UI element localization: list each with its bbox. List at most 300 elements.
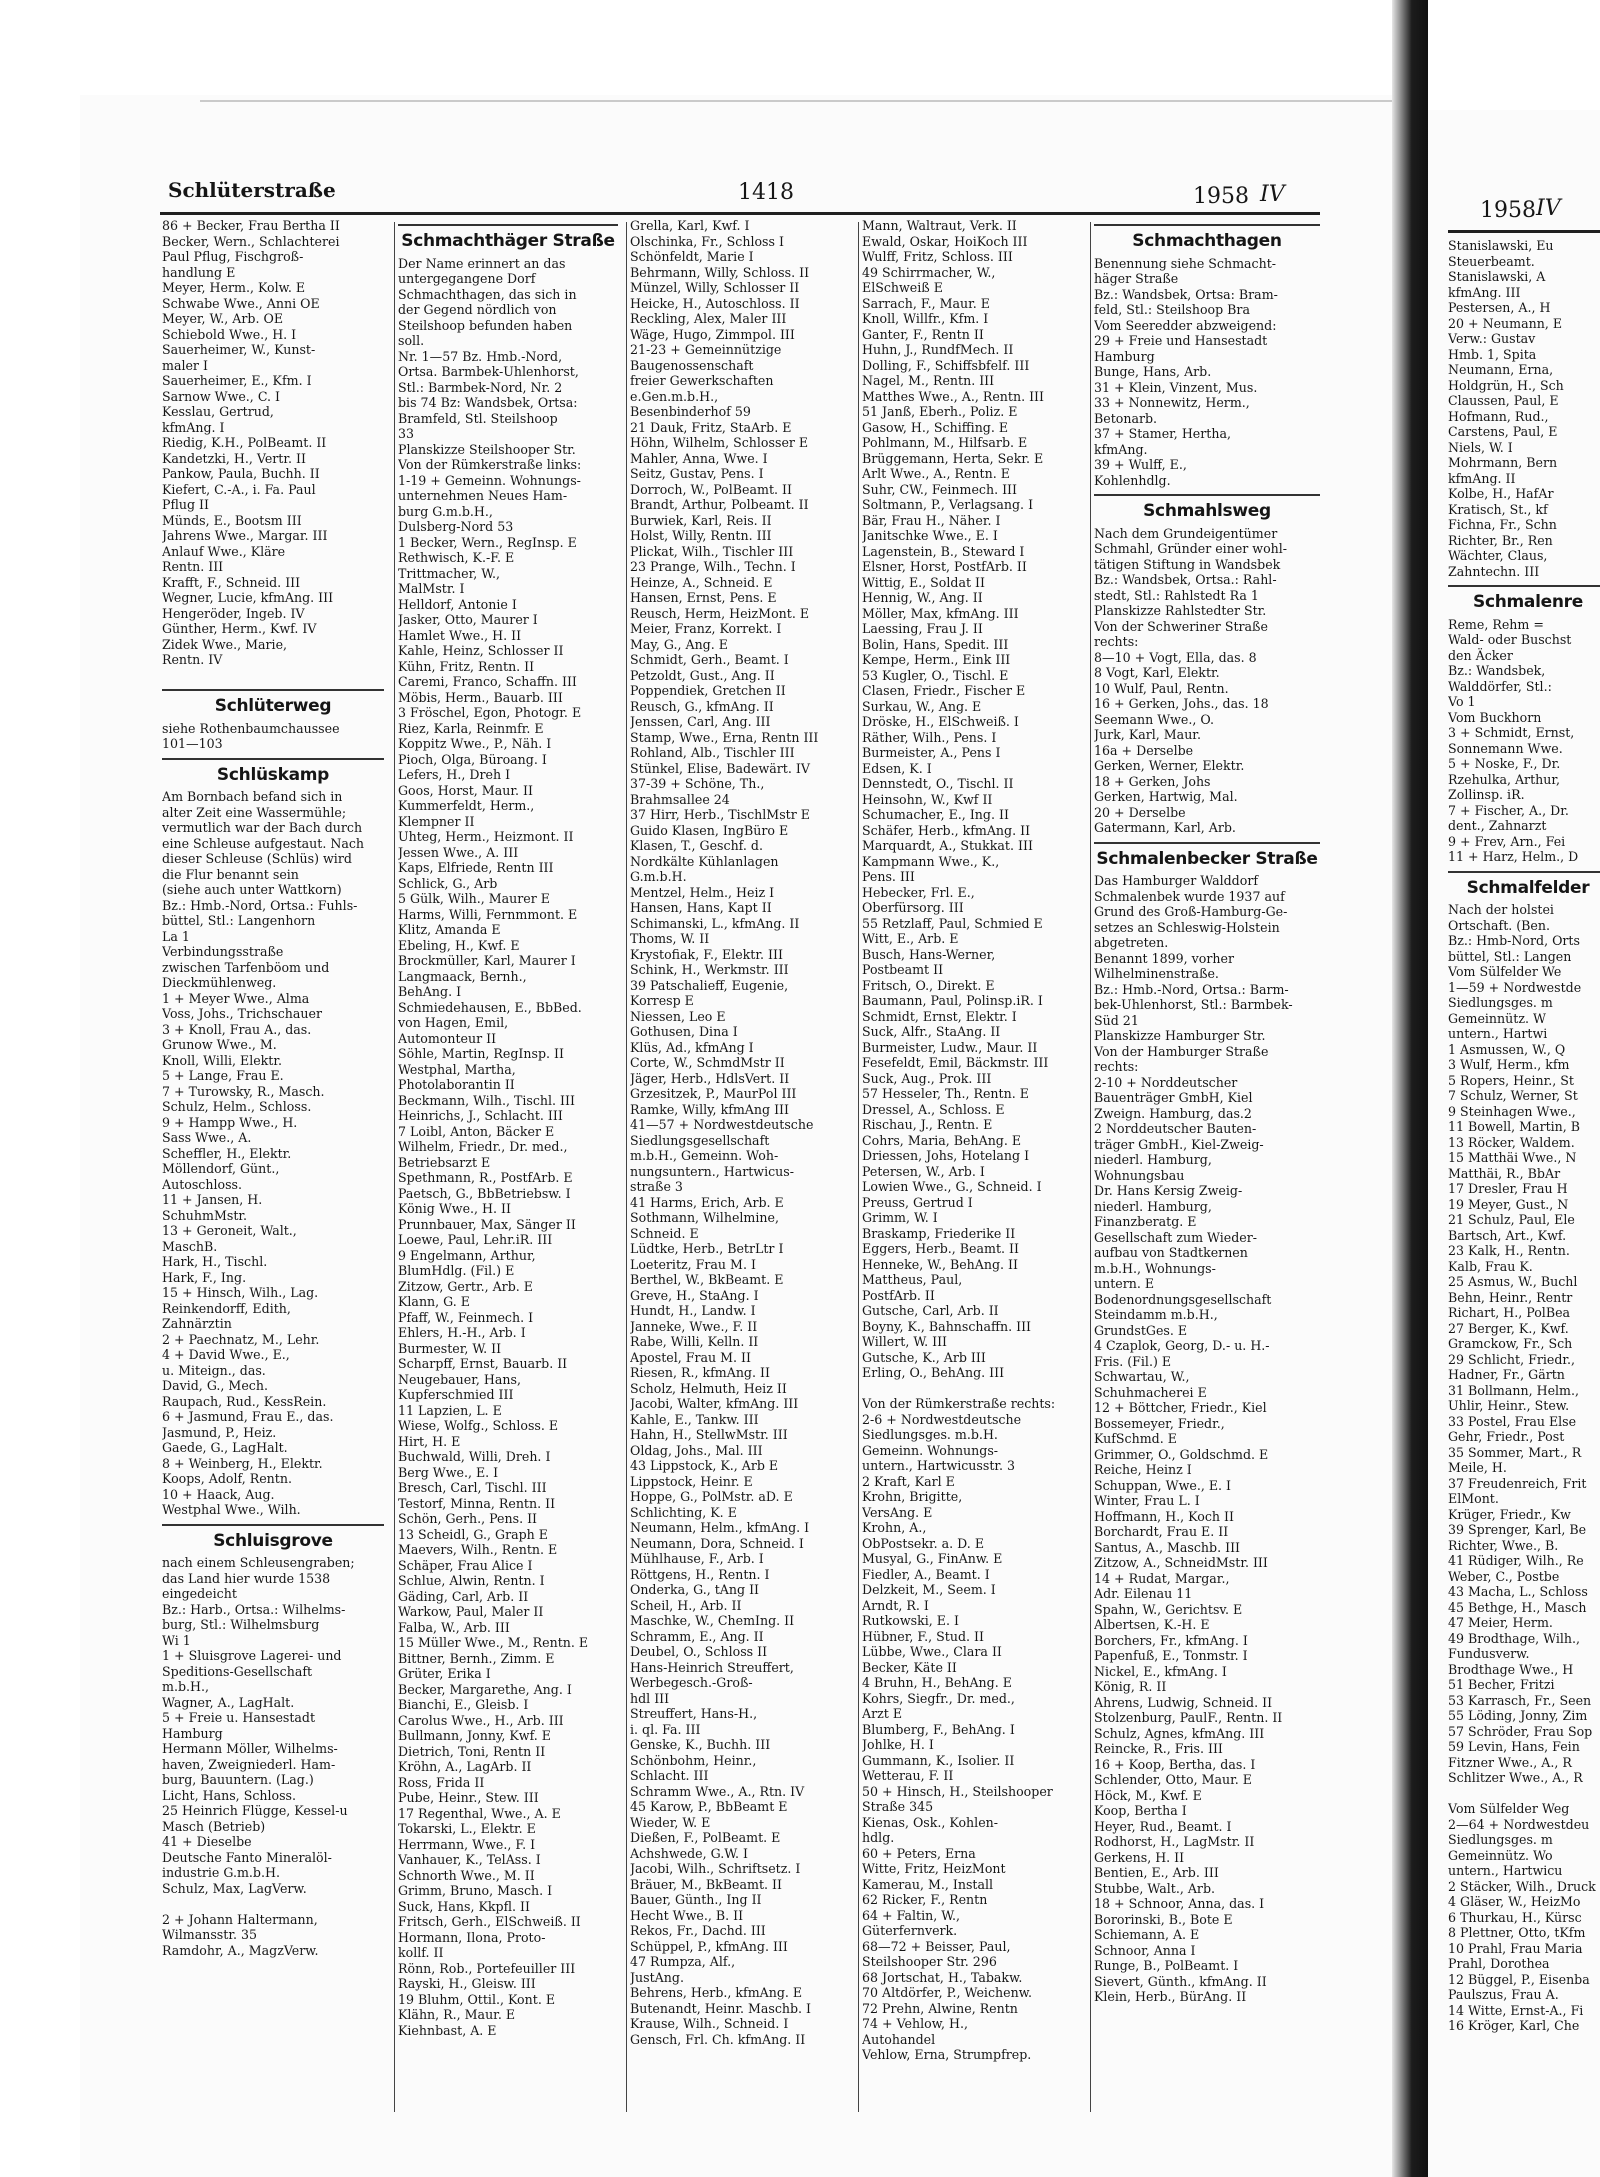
directory-entry: 33 + Nonnewitz, Herm.,	[1094, 395, 1250, 410]
directory-entry: Bororinski, B., Bote E	[1094, 1911, 1233, 1927]
directory-entry: Bz.: Hmb-Nord, Orts	[1448, 933, 1580, 948]
section-divider	[1094, 842, 1320, 844]
directory-entry: 12 + Böttcher, Friedr., Kiel	[1094, 1400, 1267, 1415]
directory-entry: Von der Rümkerstraße links:	[398, 457, 582, 472]
directory-entry: Huhn, J., RundfMech. II	[862, 342, 1014, 357]
directory-entry: 7 + Turowsky, R., Masch.	[162, 1083, 325, 1099]
directory-entry: Kempe, Herm., Eink III	[862, 652, 1011, 667]
directory-entry: Gummann, K., Isolier. II	[862, 1752, 1015, 1768]
directory-entry: Rzehulka, Arthur,	[1448, 771, 1561, 787]
directory-entry: Gehr, Friedr., Post	[1448, 1429, 1565, 1444]
directory-entry: dent., Zahnarzt	[1448, 818, 1547, 833]
directory-entry: BehAng. I	[398, 984, 462, 999]
directory-entry: kfmAng. I	[162, 419, 225, 435]
directory-entry: Adr. Eilenau 11	[1094, 1586, 1193, 1601]
directory-entry: 2 + Paechnatz, M., Lehr.	[162, 1331, 320, 1347]
adjacent-page	[1428, 110, 1600, 2177]
directory-entry: Mentzel, Helm., Heiz I	[630, 884, 775, 900]
directory-entry: 1 + Sluisgrove Lagerei- und	[162, 1648, 342, 1663]
directory-entry: Heicke, H., Autoschloss. II	[630, 295, 800, 311]
directory-entry: Wald- oder Buschst	[1448, 632, 1572, 647]
directory-entry: 15 Matthäi Wwe., N	[1448, 1150, 1577, 1165]
directory-entry: Schlue, Alwin, Rentn. I	[398, 1573, 545, 1588]
street-heading: Schmalenre	[1473, 592, 1583, 612]
directory-entry: Weber, C., Postbe	[1448, 1568, 1560, 1584]
directory-entry: Nach dem Grundeigentümer	[1094, 525, 1278, 541]
directory-entry: Bz.: Wandsbek,	[1448, 663, 1546, 678]
directory-entry: Goos, Horst, Maur. II	[398, 782, 533, 798]
directory-entry: Willert, W. III	[862, 1334, 948, 1349]
directory-entry: Schlichting, K. E	[630, 1504, 737, 1520]
directory-entry: Koops, Adolf, Rentn.	[162, 1471, 292, 1486]
directory-entry: 41 Rüdiger, Wilh., Re	[1448, 1553, 1584, 1568]
directory-entry: Siedlungsges. m.b.H.	[862, 1427, 998, 1442]
directory-entry: 5 + Noske, F., Dr.	[1448, 756, 1561, 771]
directory-entry: Baumann, Paul, Polinsp.iR. I	[862, 993, 1043, 1008]
directory-entry: 10 + Haack, Aug.	[162, 1486, 275, 1502]
directory-entry: JustAng.	[630, 1969, 684, 1985]
directory-entry: u. Miteign., das.	[162, 1362, 266, 1378]
directory-entry: Prunnbauer, Max, Sänger II	[398, 1216, 576, 1232]
directory-entry: Bräuer, M., BkBeamt. II	[630, 1876, 782, 1892]
directory-entry: 35 Sommer, Mart., R	[1448, 1444, 1582, 1460]
directory-entry: Kohrs, Siegfr., Dr. med.,	[862, 1690, 1015, 1706]
directory-entry: Wi 1	[162, 1632, 191, 1648]
directory-entry: Nach der holstei	[1448, 902, 1554, 917]
directory-entry: Gäding, Carl, Arb. II	[398, 1588, 529, 1604]
directory-entry: kfmAng. III	[1448, 284, 1521, 300]
section-divider	[1448, 871, 1600, 873]
book-gutter	[1392, 0, 1428, 2177]
directory-entry: Testorf, Minna, Rentn. II	[398, 1495, 556, 1511]
directory-entry: Koppitz Wwe., P., Näh. I	[398, 736, 552, 751]
directory-entry: Seitz, Gustav, Pens. I	[630, 466, 764, 481]
directory-entry: Zidek Wwe., Marie,	[162, 636, 288, 652]
directory-entry: Winter, Frau L. I	[1094, 1493, 1200, 1508]
directory-entry: Ebeling, H., Kwf. E	[398, 937, 520, 953]
directory-entry: Speditions-Gesellschaft	[162, 1663, 313, 1679]
directory-entry: Bartsch, Art., Kwf.	[1448, 1227, 1567, 1243]
directory-entry: 37 Freudenreich, Frit	[1448, 1475, 1587, 1491]
directory-entry: Gerkens, H. II	[1094, 1849, 1185, 1865]
directory-entry: setzes an Schleswig-Holstein	[1094, 919, 1280, 935]
directory-entry: Siedlungsges. m	[1448, 1832, 1553, 1847]
directory-entry: Thoms, W. II	[630, 931, 710, 946]
directory-entry: 10 Wulf, Paul, Rentn.	[1094, 680, 1229, 696]
directory-entry: 53 Karrasch, Fr., Seen	[1448, 1692, 1592, 1708]
directory-entry: 10 Prahl, Frau Maria	[1448, 1940, 1583, 1956]
directory-entry: Klitz, Amanda E	[398, 922, 501, 937]
directory-entry: Vom Buckhorn	[1448, 709, 1542, 725]
directory-entry: Höhn, Wilhelm, Schlosser E	[630, 435, 809, 450]
directory-entry: Ramdohr, A., MagzVerw.	[162, 1942, 319, 1958]
directory-entry: Von der Schweriner Straße	[1094, 618, 1268, 634]
directory-entry: Kaps, Elfriede, Rentn III	[398, 860, 554, 875]
directory-entry: Ramke, Willy, kfmAng III	[630, 1101, 789, 1117]
directory-entry: Hansen, Hans, Kapt II	[630, 900, 772, 915]
directory-entry: 39 + Wulff, E.,	[1094, 457, 1187, 472]
directory-entry: Neumann, Erna,	[1448, 362, 1554, 377]
directory-entry: 47 Rumpza, Alf.,	[630, 1954, 736, 1969]
directory-entry: Heinsohn, W., Kwf II	[862, 791, 993, 807]
directory-entry: 11 + Jansen, H.	[162, 1192, 263, 1207]
directory-entry: Loewe, Paul, Lehr.iR. III	[398, 1232, 553, 1247]
directory-entry: 55 Retzlaff, Paul, Schmied E	[862, 915, 1043, 931]
directory-entry: Scheffler, H., Elektr.	[162, 1145, 292, 1161]
directory-entry: 16 + Gerken, Johs., das. 18	[1094, 696, 1269, 711]
directory-entry: untergegangene Dorf	[398, 271, 536, 286]
directory-entry: Fritsch, O., Direkt. E	[862, 977, 995, 993]
directory-entry: Schlitzer Wwe., A., R	[1448, 1770, 1583, 1785]
directory-entry: Bz.: Hmb.-Nord, Ortsa.: Barm-	[1094, 981, 1289, 997]
directory-entry: Pube, Heinr., Stew. III	[398, 1790, 539, 1805]
directory-entry: Witt, E., Arb. E	[862, 931, 959, 946]
directory-entry: Matthes Wwe., A., Rentn. III	[862, 388, 1044, 404]
directory-entry: Gramckow, Fr., Sch	[1448, 1336, 1573, 1351]
directory-entry: büttel, Stl.: Langenhorn	[162, 913, 316, 928]
directory-entry: Wieder, W. E	[630, 1814, 711, 1830]
directory-entry: Schiemann, A. E	[1094, 1927, 1200, 1942]
directory-entry: 23 Kalk, H., Rentn.	[1448, 1243, 1570, 1258]
directory-entry: 25 Asmus, W., Buchl	[1448, 1274, 1578, 1289]
directory-entry: Poppendiek, Gretchen II	[630, 683, 786, 698]
street-heading: Schlüterweg	[214, 696, 332, 716]
directory-entry: 31 Bollmann, Helm.,	[1448, 1382, 1580, 1398]
directory-entry: Grimm, W. I	[862, 1210, 938, 1225]
directory-entry: Pflug II	[162, 497, 209, 512]
directory-entry: Zitzow, Gertr., Arb. E	[398, 1278, 533, 1294]
directory-entry: Gensch, Frl. Ch. kfmAng. II	[630, 2031, 806, 2047]
directory-entry: Gatermann, Karl, Arb.	[1094, 820, 1236, 835]
directory-entry: hdl III	[630, 1690, 670, 1706]
directory-entry: 3 Wulf, Herm., kfm	[1448, 1057, 1570, 1072]
directory-entry: Güterfernverk.	[862, 1923, 958, 1938]
directory-entry: Bresch, Carl, Tischl. III	[398, 1480, 547, 1495]
directory-entry: Hengeröder, Ingeb. IV	[162, 605, 305, 621]
directory-entry: Santus, A., Maschb. III	[1094, 1539, 1241, 1555]
directory-entry: Schulz, Agnes, kfmAng. III	[1094, 1725, 1265, 1741]
directory-entry: Raupach, Rud., KessRein.	[162, 1393, 327, 1409]
directory-entry: zwischen Tarfenböom und	[162, 959, 330, 975]
directory-entry: 16a + Derselbe	[1094, 742, 1194, 758]
directory-entry: Kandetzki, H., Vertr. II	[162, 450, 306, 466]
directory-entry: Hermann Möller, Wilhelms-	[162, 1741, 338, 1756]
directory-entry: Schmidt, Ernst, Elektr. I	[862, 1008, 1017, 1024]
directory-entry: Kienas, Osk., Kohlen-	[862, 1814, 999, 1830]
directory-entry: Streuffert, Hans-H.,	[630, 1706, 758, 1721]
directory-entry: Sonnemann Wwe.	[1448, 740, 1563, 756]
directory-entry: Hennig, W., Ang. II	[862, 590, 983, 605]
directory-entry: 19 Meyer, Gust., N	[1448, 1196, 1569, 1212]
directory-entry: Hundt, H., Landw. I	[630, 1303, 756, 1318]
directory-entry: Ganter, F., Rentn II	[862, 326, 984, 342]
directory-entry: Clasen, Friedr., Fischer E	[862, 683, 1026, 698]
directory-entry: Rentn. III	[162, 559, 224, 574]
directory-entry: 41 + Dieselbe	[162, 1834, 252, 1849]
directory-entry: Wittig, E., Soldat II	[862, 574, 985, 590]
directory-entry: Kamerau, M., Install	[862, 1876, 994, 1892]
directory-entry: Krüger, Friedr., Kw	[1448, 1506, 1571, 1522]
street-heading: Schmalfelder	[1466, 877, 1590, 898]
directory-entry: König, R. II	[1094, 1679, 1167, 1694]
directory-entry: Holst, Willy, Rentn. III	[630, 528, 772, 543]
directory-entry: Bodenordnungsgesellschaft	[1094, 1291, 1272, 1307]
directory-entry: Klann, G. E	[398, 1294, 470, 1309]
directory-entry: 43 Macha, L., Schloss	[1448, 1584, 1588, 1599]
directory-entry: Krause, Wilh., Schneid. I	[630, 2016, 789, 2031]
directory-entry: Schäfer, Herb., kfmAng. II	[862, 822, 1031, 838]
directory-entry: Klasen, T., Geschf. d.	[630, 838, 763, 853]
directory-entry: Achshwede, G.W. I	[630, 1845, 748, 1861]
directory-entry: Bz.: Wandsbek, Ortsa: Bram-	[1094, 286, 1278, 302]
directory-entry: Klüs, Ad., kfmAng I	[630, 1039, 754, 1055]
directory-entry: Schlick, G., Arb	[398, 875, 498, 891]
directory-entry: der Gegend nördlich von	[398, 302, 557, 317]
directory-entry: Vehlow, Erna, Strumpfrep.	[862, 2047, 1032, 2062]
directory-entry: tätigen Stiftung in Wandsbek	[1094, 556, 1281, 572]
directory-entry: Schwartau, W.,	[1094, 1369, 1190, 1384]
directory-entry: Jäger, Herb., HdlsVert. II	[630, 1070, 790, 1086]
street-heading: Schmahlsweg	[1143, 501, 1271, 521]
directory-entry: GrundstGes. E	[1094, 1322, 1188, 1338]
directory-entry: Busch, Hans-Werner,	[862, 946, 996, 962]
directory-entry	[1448, 1786, 1600, 1802]
directory-entry: 5 + Freie u. Hansestadt	[162, 1710, 316, 1725]
directory-entry: Richter, Br., Ren	[1448, 532, 1553, 548]
directory-entry: 13 Scheidl, G., Graph E	[398, 1526, 548, 1542]
directory-entry: Bz.: Harb., Ortsa.: Wilhelms-	[162, 1601, 346, 1617]
directory-entry: den Äcker	[1448, 647, 1513, 663]
directory-entry: ElSchweiß E	[862, 280, 943, 295]
directory-entry: Bauenträger GmbH, Kiel	[1094, 1090, 1253, 1105]
directory-entry: Uhteg, Herm., Heizmont. II	[398, 829, 574, 844]
directory-entry: Planskizze Steilshooper Str.	[398, 441, 576, 457]
directory-entry: Sarrach, F., Maur. E	[862, 295, 990, 311]
directory-entry: Betonarb.	[1094, 410, 1158, 426]
directory-entry: alter Zeit eine Wassermühle;	[162, 804, 347, 820]
directory-entry: Krafft, F., Schneid. III	[162, 574, 301, 590]
directory-entry: Hirt, H. E	[398, 1433, 461, 1449]
directory-entry: 8 Plettner, Otto, tKfm	[1448, 1925, 1586, 1940]
directory-entry: 21-23 + Gemeinnützige	[630, 342, 782, 357]
directory-entry: Deubel, O., Schloss II	[630, 1644, 768, 1659]
directory-entry: Pioch, Olga, Büroang. I	[398, 751, 547, 767]
directory-entry: dieser Schleuse (Schlüs) wird	[162, 851, 352, 866]
directory-entry: 60 + Peters, Erna	[862, 1845, 976, 1861]
page-top-edge	[200, 100, 1400, 102]
directory-entry: Loeteritz, Frau M. I	[630, 1256, 756, 1272]
directory-entry: Maschke, W., ChemIng. II	[630, 1613, 795, 1628]
directory-entry: 2—64 + Nordwestdeu	[1448, 1816, 1590, 1832]
directory-entry: Hans-Heinrich Streuffert,	[630, 1659, 794, 1675]
directory-entry: Musyal, G., FinAnw. E	[862, 1551, 1003, 1566]
directory-entry: Oberfürsorg. III	[862, 900, 964, 915]
directory-entry: 12 Büggel, P., Eisenba	[1448, 1971, 1590, 1987]
directory-entry: 3 + Knoll, Frau A., das.	[162, 1021, 312, 1037]
directory-entry: Petzoldt, Gust., Ang. II	[630, 667, 775, 683]
directory-entry: Runge, B., PolBeamt. I	[1094, 1958, 1239, 1973]
directory-entry: Schnorth Wwe., M. II	[398, 1867, 535, 1883]
directory-entry: Schön, Gerh., Pens. II	[398, 1511, 538, 1526]
directory-entry: Arzt E	[862, 1706, 903, 1721]
directory-entry: nungsuntern., Hartwicus-	[630, 1163, 794, 1179]
directory-entry: Sothmann, Wilhelmine,	[630, 1210, 779, 1225]
street-heading: Schmalenbecker Straße	[1096, 848, 1318, 869]
directory-entry: straße 3	[630, 1179, 683, 1194]
directory-entry: Schramm, E., Ang. II	[630, 1628, 764, 1644]
directory-entry: Knoll, Willfr., Kfm. I	[862, 311, 989, 326]
directory-entry: burg, Stl.: Wilhelmsburg	[162, 1617, 320, 1632]
directory-entry: 50 + Hinsch, H., Steilshooper	[862, 1783, 1053, 1799]
directory-entry: Paetsch, G., BbBetriebsw. I	[398, 1185, 571, 1201]
directory-entry: Bullmann, Jonny, Kwf. E	[398, 1728, 551, 1743]
directory-entry: Borchardt, Frau E. II	[1094, 1524, 1229, 1539]
directory-entry: Plickat, Wilh., Tischler III	[630, 543, 794, 559]
directory-entry: Schmahl, Gründer einer wohl-	[1094, 541, 1288, 556]
directory-entry: 49 Schirrmacher, W.,	[862, 264, 996, 280]
directory-entry: feld, Stl.: Steilshoop Bra	[1094, 302, 1250, 317]
directory-entry: Arlt Wwe., A., Rentn. E	[862, 466, 1010, 481]
directory-entry: 45 Karow, P., BbBeamt E	[630, 1799, 788, 1814]
directory-entry: freier Gewerkschaften	[630, 373, 774, 388]
directory-entry: 27 Berger, K., Kwf.	[1448, 1320, 1569, 1336]
directory-entry: 29 + Freie und Hansestadt	[1094, 333, 1268, 348]
directory-entry: Burwiek, Karl, Reis. II	[630, 512, 772, 528]
directory-entry: nach einem Schleusengraben;	[162, 1555, 355, 1570]
directory-entry: Röttgens, H., Rentn. I	[630, 1566, 770, 1582]
directory-entry: 15 Müller Wwe., M., Rentn. E	[398, 1635, 589, 1650]
directory-entry: Möbis, Herm., Bauarb. III	[398, 689, 563, 705]
directory-entry: Wilmansstr. 35	[162, 1927, 257, 1942]
directory-entry: Sass Wwe., A.	[162, 1130, 252, 1145]
directory-entry: niederl. Hamburg,	[1094, 1198, 1212, 1214]
adjacent-page-column	[1448, 238, 1600, 2034]
directory-entry: Zahntechn. III	[1448, 563, 1540, 579]
directory-entry: rechts:	[1094, 1059, 1139, 1074]
directory-entry: untern., Hartwicusstr. 3	[862, 1458, 1016, 1473]
directory-entry: Reckling, Alex, Maler III	[630, 311, 787, 326]
directory-entry: Hahn, H., StellwMstr. III	[630, 1427, 788, 1442]
directory-entry: Schneid. E	[630, 1225, 699, 1241]
directory-entry	[162, 668, 384, 684]
directory-entry: May, G., Ang. E	[630, 636, 728, 652]
directory-entry: Reiche, Heinz I	[1094, 1462, 1192, 1477]
directory-entry: 6 + Jasmund, Frau E., das.	[162, 1409, 334, 1424]
directory-entry: Schmachthagen, das sich in	[398, 286, 577, 302]
directory-entry: Burmeister, Ludw., Maur. II	[862, 1039, 1038, 1055]
directory-entry: Krohn, A.,	[862, 1520, 927, 1535]
directory-entry: Licht, Hans, Schloss.	[162, 1787, 297, 1803]
directory-entry: Lüdtke, Herb., BetrLtr I	[630, 1241, 784, 1256]
directory-entry: Carolus Wwe., H., Arb. III	[398, 1712, 564, 1728]
directory-entry: Albertsen, K.-H. E	[1094, 1617, 1210, 1632]
directory-entry: Grund des Groß-Hamburg-Ge-	[1094, 904, 1288, 919]
directory-entry: Rethwisch, K.-F. E	[398, 550, 515, 565]
directory-entry: Schäper, Frau Alice I	[398, 1557, 533, 1573]
directory-entry: 2 + Johann Haltermann,	[162, 1911, 318, 1927]
directory-entry: Bossemeyer, Friedr.,	[1094, 1415, 1225, 1431]
directory-entry: 39 Patschalieff, Eugenie,	[630, 977, 789, 993]
directory-entry: Walddörfer, Stl.:	[1448, 678, 1552, 694]
directory-entry: Pankow, Paula, Buchh. II	[162, 466, 320, 481]
directory-entry: Onderka, G., tAng II	[630, 1582, 760, 1597]
directory-entry: 29 Schlicht, Friedr.,	[1448, 1351, 1576, 1367]
directory-entry: Wulff, Fritz, Schloss. III	[862, 249, 1013, 264]
directory-entry: burg, Bauuntern. (Lag.)	[162, 1772, 314, 1787]
directory-entry: 3 Fröschel, Egon, Photogr. E	[398, 705, 582, 720]
directory-entry: Prahl, Dorothea	[1448, 1956, 1550, 1971]
directory-entry: Heinrichs, J., Schlacht. III	[398, 1108, 563, 1123]
directory-entry: 18 + Gerken, Johs	[1094, 773, 1211, 789]
directory-entry: hdlg.	[862, 1830, 895, 1845]
directory-entry: Ross, Frida II	[398, 1774, 485, 1790]
directory-entry: Ortschaft. (Ben.	[1448, 917, 1551, 933]
directory-entry: Krohn, Brigitte,	[862, 1489, 963, 1504]
directory-entry: Nordkälte Kühlanlagen	[630, 853, 779, 869]
directory-entry: Jacobi, Walter, kfmAng. III	[630, 1396, 799, 1411]
directory-entry: Pohlmann, M., Hilfsarb. E	[862, 435, 1028, 450]
directory-entry: Kröhn, A., LagArb. II	[398, 1759, 532, 1774]
directory-entry: Janneke, Wwe., F. II	[630, 1318, 758, 1334]
directory-entry: Kampmann Wwe., K.,	[862, 853, 1000, 869]
directory-entry: Fiedler, A., Beamt. I	[862, 1566, 990, 1582]
directory-entry: Klein, Herb., BürAng. II	[1094, 1989, 1247, 2004]
directory-entry: Mattheus, Paul,	[862, 1272, 963, 1287]
directory-entry: Hansen, Ernst, Pens. E	[630, 590, 777, 605]
directory-entry: Höck, M., Kwf. E	[1094, 1787, 1202, 1803]
directory-entry: büttel, Stl.: Langen	[1448, 948, 1572, 964]
directory-entry: Bär, Frau H., Näher. I	[862, 512, 1001, 528]
directory-entry: Schumacher, E., Ing. II	[862, 807, 1009, 822]
directory-entry: soll.	[398, 333, 425, 348]
directory-entry: Bramfeld, Stl. Steilshoop	[398, 410, 558, 426]
directory-entry: Pens. III	[862, 869, 915, 884]
directory-entry: Hormann, Ilona, Proto-	[398, 1929, 546, 1945]
header-rule	[160, 212, 1320, 215]
directory-entry: bek-Uhlenhorst, Stl.: Barmbek-	[1094, 997, 1293, 1012]
directory-entry: kfmAng.	[1094, 441, 1148, 457]
directory-entry: 14 + Rudat, Margar.,	[1094, 1570, 1230, 1586]
directory-entry: Schink, H., Werkmstr. III	[630, 962, 789, 977]
directory-entry: Betriebsarzt E	[398, 1154, 491, 1170]
directory-entry: 25 Heinrich Flügge, Kessel-u	[162, 1803, 348, 1818]
directory-entry: Münds, E., Bootsm III	[162, 512, 302, 528]
directory-entry: Boyny, K., Bahnschaffn. III	[862, 1318, 1032, 1334]
directory-entry: Gerken, Werner, Elektr.	[1094, 758, 1245, 773]
directory-entry: 62 Ricker, F., Rentn	[862, 1892, 988, 1907]
directory-entry: 45 Bethge, H., Masch	[1448, 1599, 1587, 1615]
directory-entry: Matthäi, R., BbAr	[1448, 1165, 1561, 1181]
directory-entry: Reincke, R., Fris. III	[1094, 1741, 1223, 1756]
directory-entry: Bittner, Bernh., Zimm. E	[398, 1650, 555, 1666]
directory-entry: Gasow, H., Schiffing. E	[862, 419, 1009, 435]
directory-entry: Bz.: Hmb.-Nord, Ortsa.: Fuhls-	[162, 897, 358, 913]
directory-entry: Wilhelm, Friedr., Dr. med.,	[398, 1139, 568, 1154]
directory-entry: Dressel, A., Schloss. E	[862, 1101, 1005, 1117]
directory-entry: Soltmann, P., Verlagsang. I	[862, 497, 1034, 512]
directory-entry: Fesefeldt, Emil, Bäckmstr. III	[862, 1055, 1049, 1070]
directory-entry: Brodthage Wwe., H	[1448, 1661, 1574, 1677]
directory-entry: Guido Klasen, IngBüro E	[630, 822, 789, 838]
directory-entry: 70 Altdörfer, P., Weichenw.	[862, 1985, 1032, 2000]
directory-entry: Stanislawski, A	[1448, 269, 1546, 284]
directory-entry: 41 Harms, Erich, Arb. E	[630, 1194, 784, 1210]
directory-entry: burg G.m.b.H.,	[398, 503, 493, 519]
directory-entry: Nagel, M., Rentn. III	[862, 373, 995, 388]
directory-entry: Planskizze Rahlstedter Str.	[1094, 603, 1267, 618]
directory-column-3	[630, 218, 852, 2047]
directory-entry: Münzel, Willy, Schlosser II	[630, 280, 800, 295]
